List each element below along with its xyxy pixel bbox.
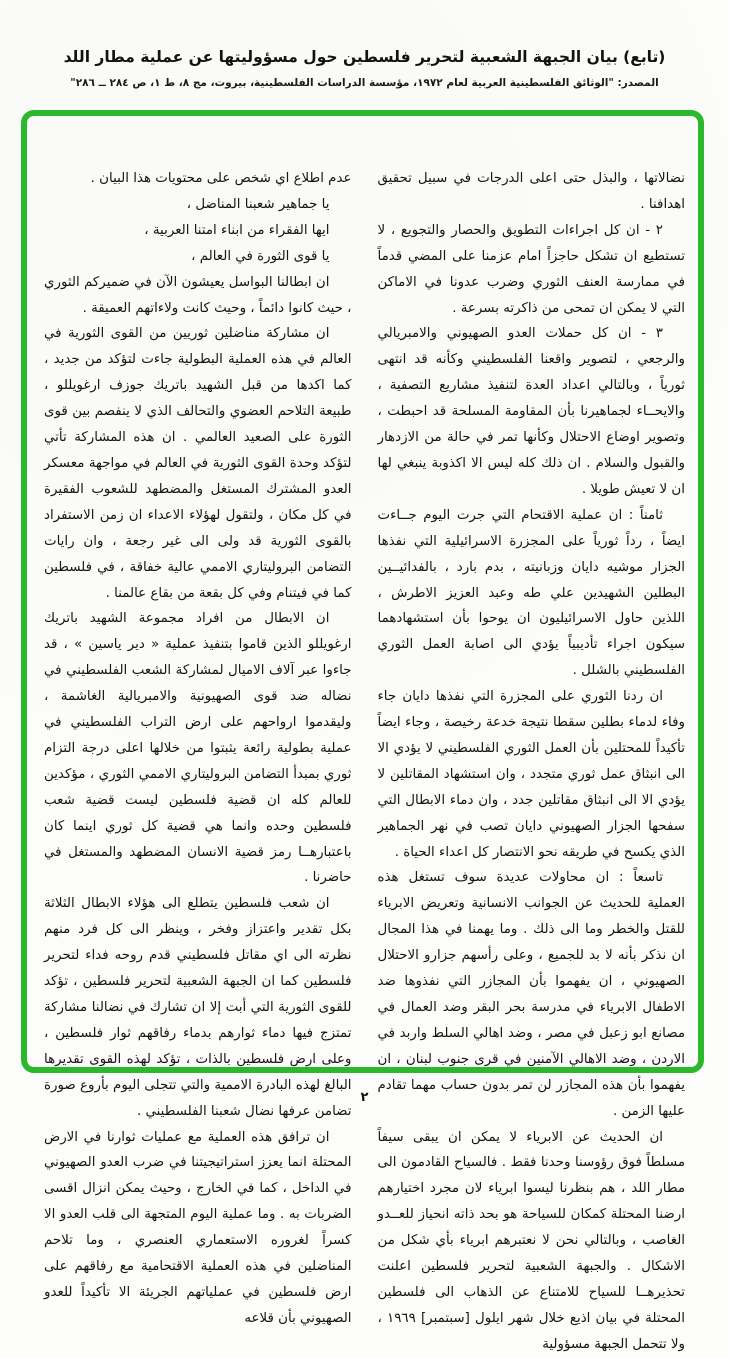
address-line: ايها الفقراء من ابناء امتنا العربية ، <box>144 222 330 238</box>
paragraph: تاسعاً : ان محاولات عديدة سوف تستغل هذه العملية للحديث عن الجوانب الانسانية وتعريض الابرياء للقتل والخطر وما الى ذلك . وما يهمنا في هذا المجال ان نذكر بأنه لا بد للجميع ، وعلى رأسهم جزارو الاحتلال الصهيوني ، ان يفهموا بأن المجازر التي نفذوها ضد الاطفال الابرياء في مدرسة بحر البقر وضد العمال في مصانع ابو زعبل في مصر ، وضد اهالي السلط واربد في الاردن ، وضد الاهالي الآمنين في قرى جنوب لبنان ، ان يفهموا بأن هذه المجازر لن تمر بدون حساب مهما تقادم عليها الزمن . <box>377 870 685 1119</box>
document-body <box>27 116 698 1352</box>
document-header <box>0 48 729 89</box>
address-line: يا قوى الثورة في العالم ، <box>191 248 330 264</box>
paragraph: ان الحديث عن الابرياء لا يمكن ان يبقى سيفاً مسلطاً فوق رؤوسنا وحدنا فقط . فالسياح القادمون الى مطار اللد ، هم بنظرنا ليسوا ابرياء لان مجرد اختيارهم ارضنا المحتلة كمكان للسياحة هو بحد ذاته انحياز للعــدو الغاصب ، وبالتالي نحن لا نعتبرهم ابرياء بأي شكل من الاشكال . والجبهة الشعبية لتحرير فلسطين اعلنت تحذيرهــا للسياح للامتناع عن الذهاب الى فلسطين المحتلة في بيان اذيع خلال شهر ايلول [سبتمبر] ١٩٦٩ ، ولا تتحمل الجبهة مسؤولية <box>377 1129 685 1352</box>
paragraph: ان ابطالنا البواسل يعيشون الآن في ضميركم الثوري ، حيث كانوا دائماً ، وحيث كانت ولاءاتهم العميقة . <box>44 274 352 316</box>
paragraph: ان ترافق هذه العملية مع عمليات ثوارنا في الارض المحتلة انما يعزز استراتيجيتنا في ضرب العدو الصهيوني في الداخل ، كما في الخارج ، وحيث يمكن انزال اقسى الضربات به . وما عملية اليوم المتجهة الى قلب العدو الا كسراً لغروره الاستعماري العنصري ، وما تلاحم المناضلين في هذه العملية الاقتحامية مع رفاقهم على ارض فلسطين في عملياتهم الجريئة الا تأكيداً للعدو الصهيوني بأن قلاعه <box>44 1129 352 1326</box>
paragraph: ٢ - ان كل اجراءات التطويق والحصار والتجويع ، لا تستطيع ان تشكل حاجزاً امام عزمنا على المضي قدماً في ممارسة العنف الثوري وضرب عدونا في الاماكن التي لا يمكن ان تمحى من ذاكرته بسرعة . <box>377 222 685 316</box>
paragraph: ثامناً : ان عملية الاقتحام التي جرت اليوم جــاءت ايضاً ، رداً ثورياً على المجزرة الاسرائيلية التي نفذها الجزار موشيه دايان وزبانيته ، بدم بارد ، بالفدائيــين البطلين الشهيدين علي طه وعبد العزيز الاطرش ، اللذين حاول الاسرائيليون ان يوحوا بأن استشهادهما سيكون اجراء تأديبياً يؤدي الى اصابة العمل الثوري الفلسطيني بالشلل . <box>377 507 685 679</box>
paragraph: عدم اطلاع اي شخص على محتويات هذا البيان . <box>90 171 352 186</box>
paragraph: ان الابطال من افراد مجموعة الشهيد باتريك ارغويللو الذين قاموا بتنفيذ عملية « دير ياسين » ، قد جاءوا عبر آلاف الاميال لمشاركة الشعب الفلسطيني في نضاله ضد قوى الصهيونية والامبريالية الغاشمة ، وليقدموا ارواحهم على ارض التراب الفلسطيني في عملية بطولية رائعة يثبتوا من خلالها اعلى درجة التزام ثوري بمبدأ التضامن البروليتاري الاممي الثوري ، مؤكدين للعالم كله ان قضية فلسطين ليست قضية شعب فلسطين وحده وانما هي قضية كل ثوري اينما كان باعتبارهــا رمز قضية الانسان المضطهد والمستغل في حاضرنا . <box>44 611 352 886</box>
paragraph: نضالاتها ، والبذل حتى اعلى الدرجات في سبيل تحقيق اهدافنا . <box>377 171 685 212</box>
page-number: ٢ <box>360 1090 369 1105</box>
column-left <box>44 166 352 1326</box>
paragraph: ان ردنا الثوري على المجزرة التي نفذها دايان جاء وفاء لدماء بطلين سقطا نتيجة خدعة رخيصة ، وجاء ايضاً تأكيداً للمحتلين بأن العمل الثوري الفلسطيني لا يؤدي الا الى انبثاق عمل ثوري متجدد ، وان استشهاد المقاتلين لا يؤدي الا الى انبثاق مقاتلين جدد ، وان دماء الابطال التي سفحها الجزار الصهيوني دايان تصب في نهر الجماهير الذي يكسح في طريقه نحو الانتصار كل اعداء الحياة . <box>377 689 685 860</box>
paragraph: ٣ - ان كل حملات العدو الصهيوني والامبريالي والرجعي ، لتصوير واقعنا الفلسطيني وكأنه قد انتهى ثورياً ، وبالتالي اعداد العدة لتنفيذ مشاريع التصفية ، والايحــاء لجماهيرنا بأن المقاومة المسلحة قد احبطت ، وتصوير اوضاع الاحتلال وكأنها تمر في حالة من الازدهار والقبول والسلام . ان ذلك كله ليس الا اكذوبة ينبغي لها ان لا تعيش طويلا . <box>377 326 685 497</box>
source-citation: المصدر: "الوثائق الفلسطينية العربية لعام ١٩٧٢، مؤسسة الدراسات الفلسطينية، بيروت، مج ٨، ط ١، ص ٢٨٤ ــ ٢٨٦" <box>70 77 659 89</box>
column-right <box>377 166 686 1352</box>
document-title: (تابع) بيان الجبهة الشعبية لتحرير فلسطين حول مسؤوليتها عن عملية مطار اللد <box>63 48 666 66</box>
address-line: يا جماهير شعبنا المناضل ، <box>186 196 330 212</box>
paragraph: ان مشاركة مناضلين ثوريين من القوى الثورية في العالم في هذه العملية البطولية جاءت لتؤكد من جديد ، كما اكدها من قبل الشهيد باتريك جوزف ارغويللو ، طبيعة التلاحم العضوي والتحالف الذي لا ينفصم بين قوى الثورة على الصعيد العالمي . ان هذه المشاركة تأتي لتؤكد وحدة القوى الثورية في العالم في مواجهة معسكر العدو المشترك المستغل والمضطهد للشعوب الفقيرة في كل مكان ، ولتقول لهؤلاء الاعداء ان زمن الاستفراد بالقوى الثورية قد ولى الى غير رجعة ، وان رايات التضامن البروليتاري الاممي عالية خفاقة ، في فلسطين كما في فيتنام وفي كل بقعة من بقاع عالمنا . <box>44 326 352 601</box>
paragraph: ان شعب فلسطين يتطلع الى هؤلاء الابطال الثلاثة بكل تقدير واعتزاز وفخر ، وينظر الى كل فرد منهم نظرته الى اي مقاتل فلسطيني قدم روحه فداء لتحرير فلسطين كما ان الجبهة الشعبية لتحرير فلسطين ، تؤكد للقوى الثورية التي أبت إلا ان تشارك في نضالنا مشاركة تمتزج فيها دماء ثوارهم بدماء رفاقهم ثوار فلسطين ، وعلى ارض فلسطين بالذات ، تؤكد لهذه القوى تقديرها البالغ لهذه البادرة الاممية والتي تتجلى اليوم بأروع صورة تضامن عرفها نضال شعبنا الفلسطيني . <box>44 896 352 1119</box>
